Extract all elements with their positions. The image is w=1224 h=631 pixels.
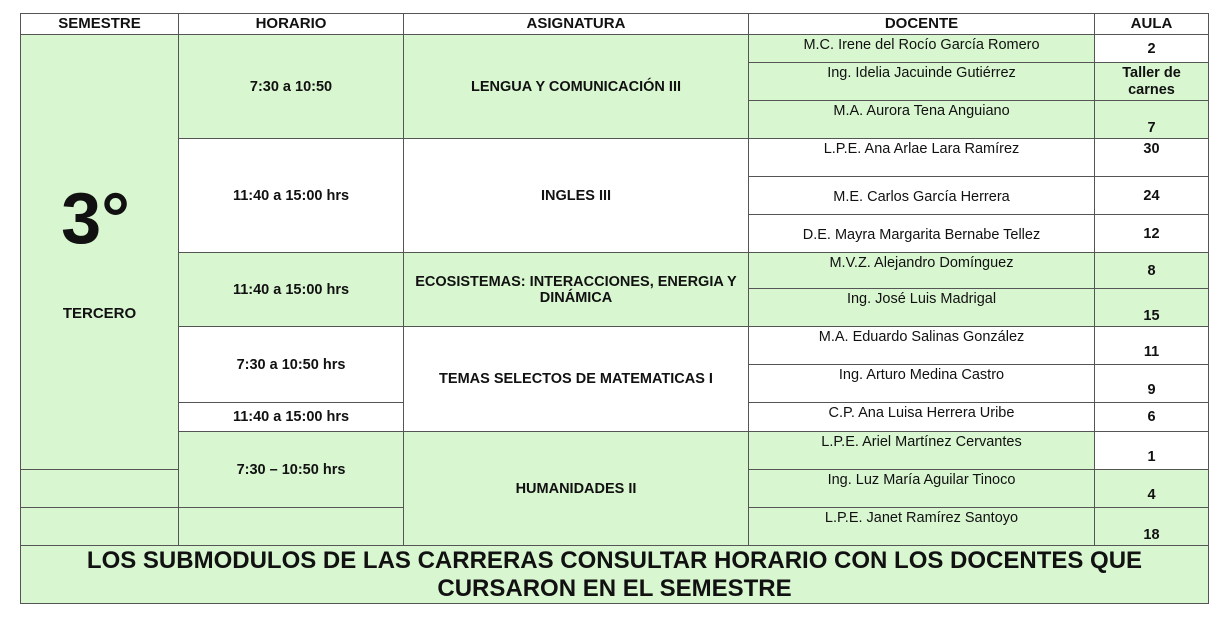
aula-cell: 12 xyxy=(1095,215,1209,253)
aula-cell: 30 xyxy=(1095,139,1209,177)
aula-cell: Taller de carnes xyxy=(1095,63,1209,101)
aula-cell: 6 xyxy=(1095,403,1209,432)
semestre-number: 3° xyxy=(61,178,130,259)
schedule-table xyxy=(20,13,1209,604)
table-row xyxy=(21,432,1209,470)
horario-cell: 11:40 a 15:00 hrs xyxy=(179,139,404,253)
horario-cell: 7:30 a 10:50 xyxy=(179,35,404,139)
docente-cell: D.E. Mayra Margarita Bernabe Tellez xyxy=(749,215,1095,253)
header-docente: DOCENTE xyxy=(749,14,1095,35)
horario-cell: 7:30 a 10:50 hrs xyxy=(179,327,404,403)
docente-cell: Ing. Luz María Aguilar Tinoco xyxy=(749,470,1095,508)
semestre-label: TERCERO xyxy=(62,304,137,322)
docente-cell: L.P.E. Ariel Martínez Cervantes xyxy=(749,432,1095,470)
horario-cell: 7:30 – 10:50 hrs xyxy=(179,432,404,508)
table-row xyxy=(21,139,1209,177)
docente-cell: Ing. José Luis Madrigal xyxy=(749,289,1095,327)
table-row xyxy=(21,35,1209,63)
aula-cell: 15 xyxy=(1095,289,1209,327)
asignatura-cell: HUMANIDADES II xyxy=(404,432,749,546)
header-semestre: SEMESTRE xyxy=(21,14,179,35)
docente-cell: Ing. Idelia Jacuinde Gutiérrez xyxy=(749,63,1095,101)
header-asignatura: ASIGNATURA xyxy=(404,14,749,35)
aula-cell: 4 xyxy=(1095,470,1209,508)
docente-cell: C.P. Ana Luisa Herrera Uribe xyxy=(749,403,1095,432)
footer-note: LOS SUBMODULOS DE LAS CARRERAS CONSULTAR HORARIO CON LOS DOCENTES QUE CURSARON EN EL SEMESTRE xyxy=(21,546,1209,604)
aula-cell: 9 xyxy=(1095,365,1209,403)
asignatura-cell: TEMAS SELECTOS DE MATEMATICAS I xyxy=(404,327,749,432)
asignatura-cell: ECOSISTEMAS: INTERACCIONES, ENERGIA Y DINÁMICA xyxy=(404,253,749,327)
aula-cell: 1 xyxy=(1095,432,1209,470)
table-row xyxy=(21,327,1209,365)
docente-cell: M.V.Z. Alejandro Domínguez xyxy=(749,253,1095,289)
docente-cell: L.P.E. Janet Ramírez Santoyo xyxy=(749,508,1095,546)
aula-cell: 18 xyxy=(1095,508,1209,546)
semestre-empty-cell xyxy=(21,508,179,546)
table-row xyxy=(21,253,1209,289)
aula-cell: 2 xyxy=(1095,35,1209,63)
docente-cell: L.P.E. Ana Arlae Lara Ramírez xyxy=(749,139,1095,177)
aula-cell: 24 xyxy=(1095,177,1209,215)
horario-cell: 11:40 a 15:00 hrs xyxy=(179,403,404,432)
header-aula: AULA xyxy=(1095,14,1209,35)
horario-cell: 11:40 a 15:00 hrs xyxy=(179,253,404,327)
docente-cell: M.A. Aurora Tena Anguiano xyxy=(749,101,1095,139)
horario-empty-cell xyxy=(179,508,404,546)
aula-cell: 8 xyxy=(1095,253,1209,289)
docente-cell: M.C. Irene del Rocío García Romero xyxy=(749,35,1095,63)
docente-cell: Ing. Arturo Medina Castro xyxy=(749,365,1095,403)
semestre-empty-cell xyxy=(21,470,179,508)
aula-cell: 11 xyxy=(1095,327,1209,365)
asignatura-cell: INGLES III xyxy=(404,139,749,253)
aula-cell: 7 xyxy=(1095,101,1209,139)
asignatura-cell: LENGUA Y COMUNICACIÓN III xyxy=(404,35,749,139)
header-horario: HORARIO xyxy=(179,14,404,35)
docente-cell: M.A. Eduardo Salinas González xyxy=(749,327,1095,365)
docente-cell: M.E. Carlos García Herrera xyxy=(749,177,1095,215)
header-row xyxy=(21,14,1209,35)
footer-row xyxy=(21,546,1209,604)
semestre-cell xyxy=(21,35,179,470)
